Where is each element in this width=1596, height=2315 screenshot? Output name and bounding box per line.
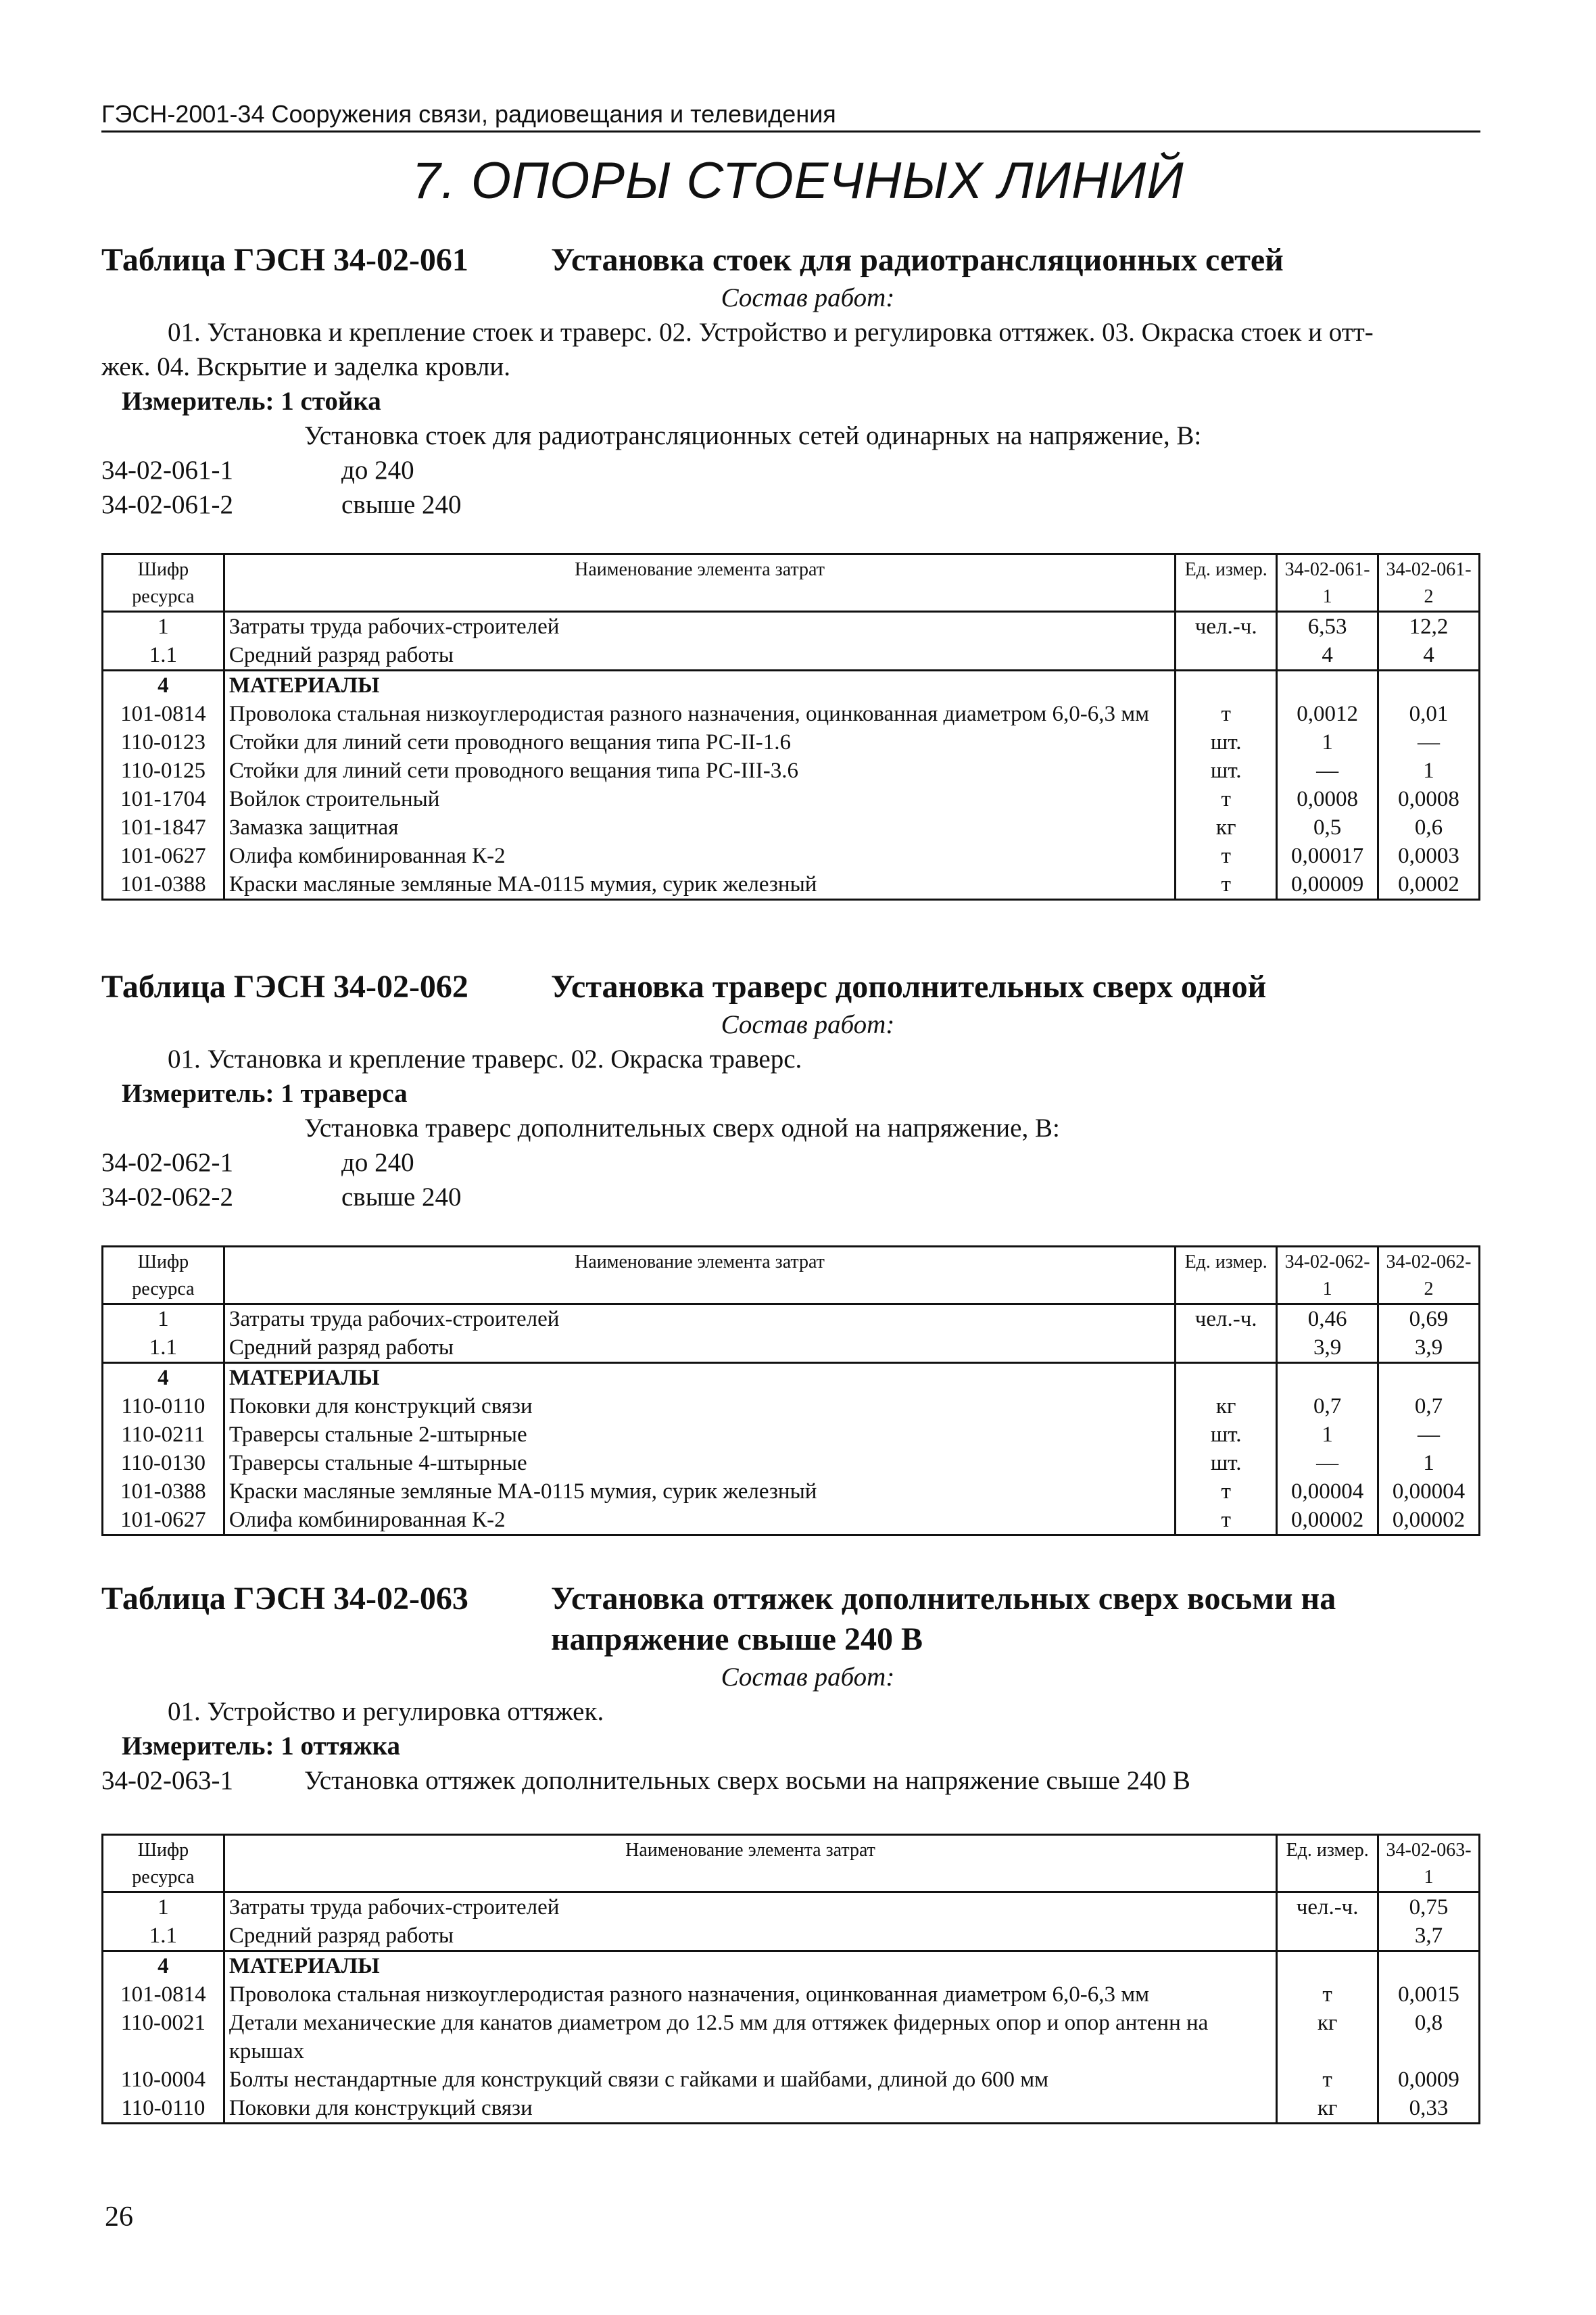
cell-value: [1378, 1951, 1480, 1981]
cell-unit: т: [1277, 2066, 1378, 2094]
table-row: [103, 842, 1480, 870]
table-row: [103, 2094, 1480, 2124]
resource-table-063: [101, 1834, 1480, 2124]
cell-code: 101-0627: [103, 1506, 224, 1535]
cell-unit: [1176, 1363, 1277, 1393]
cell-value: 0,6: [1378, 813, 1480, 842]
norm-description: Установка траверс дополнительных сверх одной на напряжение, В:: [304, 1114, 1060, 1143]
cell-name: Стойки для линий сети проводного вещания типа РС-III-3.6: [224, 757, 1175, 785]
cell-name: Краски масляные земляные МА-0115 мумия, сурик железный: [224, 1477, 1175, 1506]
header-unit: Ед. измер.: [1176, 554, 1277, 612]
page-header: ГЭСН-2001-34 Сооружения связи, радиовещания и телевидения: [101, 98, 1480, 133]
cell-value: 3,9: [1277, 1333, 1378, 1363]
cell-unit: кг: [1176, 1392, 1277, 1421]
cell-unit: [1277, 1951, 1378, 1981]
cell-name: Болты нестандартные для конструкций связи с гайками и шайбами, длиной до 600 мм: [224, 2066, 1276, 2094]
cell-value: 0,8: [1378, 2009, 1480, 2066]
table-row: [103, 870, 1480, 900]
norm-code: 34-02-063-1: [101, 1766, 233, 1795]
norm-code: 34-02-062-1: [101, 1148, 233, 1177]
cell-name: Средний разряд работы: [224, 1333, 1175, 1363]
cell-name: Проволока стальная низкоуглеродистая разного назначения, оцинкованная диаметром 6,0-6,3 мм: [224, 1980, 1276, 2009]
cell-unit: т: [1176, 1477, 1277, 1506]
norm-row: [101, 487, 1487, 522]
cell-name: Средний разряд работы: [224, 1922, 1276, 1951]
cell-name: Детали механические для канатов диаметром до 12.5 мм для оттяжек фидерных опор и опор антенн на крышах: [224, 2009, 1276, 2066]
norm-code: 34-02-062-2: [101, 1183, 233, 1212]
cell-code: 101-1704: [103, 785, 224, 813]
cell-value: 0,0003: [1378, 842, 1480, 870]
cell-name: МАТЕРИАЛЫ: [224, 1951, 1276, 1981]
table-row: [103, 1304, 1480, 1334]
header-col2: 34-02-061-2: [1378, 554, 1480, 612]
cell-code: 101-0388: [103, 1477, 224, 1506]
cell-unit: [1176, 671, 1277, 700]
table-row: [103, 728, 1480, 757]
table-header-row: [103, 1835, 1480, 1892]
table-row: [103, 2066, 1480, 2094]
cell-unit: т: [1176, 1506, 1277, 1535]
section-063: [101, 1579, 1487, 1798]
norm-code: 34-02-061-1: [101, 456, 233, 485]
cell-value: —: [1277, 1449, 1378, 1477]
work-composition-text: 01. Устройство и регулировка оттяжек.: [168, 1697, 604, 1726]
table-row: [103, 1506, 1480, 1535]
cell-unit: шт.: [1176, 757, 1277, 785]
cell-name: Затраты труда рабочих-строителей: [224, 1892, 1276, 1922]
cell-unit: шт.: [1176, 728, 1277, 757]
table-label: Таблица ГЭСН 34-02-061: [101, 242, 468, 278]
header-col1: 34-02-061-1: [1277, 554, 1378, 612]
cell-value: 0,0002: [1378, 870, 1480, 900]
cell-unit: кг: [1176, 813, 1277, 842]
cell-value: 1: [1277, 728, 1378, 757]
cell-value: 0,7: [1378, 1392, 1480, 1421]
cell-code: 101-0627: [103, 842, 224, 870]
cell-unit: шт.: [1176, 1421, 1277, 1449]
table-label: Таблица ГЭСН 34-02-062: [101, 969, 468, 1005]
cell-value: 1: [1378, 757, 1480, 785]
table-header-row: [103, 554, 1480, 612]
table-row: [103, 700, 1480, 728]
cell-unit: чел.-ч.: [1277, 1892, 1378, 1922]
cell-name: Траверсы стальные 2-штырные: [224, 1421, 1175, 1449]
table-row: [103, 2009, 1480, 2066]
cell-value: 3,7: [1378, 1922, 1480, 1951]
table-row: [103, 785, 1480, 813]
table-row: [103, 1922, 1480, 1951]
cell-code: 1: [103, 1892, 224, 1922]
norm-description: Установка стоек для радиотрансляционных сетей одинарных на напряжение, В:: [304, 421, 1202, 450]
cell-value: 0,00002: [1277, 1506, 1378, 1535]
cell-code: 101-1847: [103, 813, 224, 842]
work-composition-text: 01. Установка и крепление траверс. 02. Окраска траверс.: [168, 1045, 802, 1074]
cell-name: Олифа комбинированная К-2: [224, 842, 1175, 870]
cell-value: [1378, 1363, 1480, 1393]
cell-value: 3,9: [1378, 1333, 1480, 1363]
measure-unit: Измеритель: 1 стойка: [122, 387, 381, 416]
header-name: Наименование элемента затрат: [224, 1247, 1175, 1304]
cell-value: 0,0015: [1378, 1980, 1480, 2009]
header-col1: 34-02-063-1: [1378, 1835, 1480, 1892]
cell-unit: чел.-ч.: [1176, 1304, 1277, 1334]
cell-name: Замазка защитная: [224, 813, 1175, 842]
cell-code: 110-0004: [103, 2066, 224, 2094]
cell-value: —: [1378, 728, 1480, 757]
table-row: [103, 641, 1480, 671]
chapter-title: 7. ОПОРЫ СТОЕЧНЫХ ЛИНИЙ: [412, 152, 1184, 210]
cell-name: Проволока стальная низкоуглеродистая разного назначения, оцинкованная диаметром 6,0-6,3 мм: [224, 700, 1175, 728]
cell-value: 0,0009: [1378, 2066, 1480, 2094]
header-code: Шифр ресурса: [103, 1835, 224, 1892]
cell-code: 101-0814: [103, 700, 224, 728]
cell-value: 0,69: [1378, 1304, 1480, 1334]
table-row: [103, 1333, 1480, 1363]
section-061: [101, 240, 1487, 522]
cell-value: 0,00004: [1277, 1477, 1378, 1506]
cell-value: [1277, 671, 1378, 700]
cell-name: Олифа комбинированная К-2: [224, 1506, 1175, 1535]
table-row: [103, 671, 1480, 700]
cell-code: 4: [103, 1951, 224, 1981]
norm-desc: Установка оттяжек дополнительных сверх восьми на напряжение свыше 240 В: [304, 1766, 1190, 1795]
cell-unit: [1277, 1922, 1378, 1951]
cell-value: 0,0012: [1277, 700, 1378, 728]
cell-unit: т: [1176, 870, 1277, 900]
cell-name: МАТЕРИАЛЫ: [224, 1363, 1175, 1393]
table-row: [103, 612, 1480, 642]
cell-value: 4: [1378, 641, 1480, 671]
cell-name: Затраты труда рабочих-строителей: [224, 612, 1175, 642]
cell-value: —: [1378, 1421, 1480, 1449]
norm-row: [101, 453, 1487, 487]
cell-value: 0,0008: [1277, 785, 1378, 813]
cell-value: 0,0008: [1378, 785, 1480, 813]
table-row: [103, 813, 1480, 842]
norm-desc: свыше 240: [341, 1183, 462, 1212]
table-row: [103, 1477, 1480, 1506]
cell-value: 0,00004: [1378, 1477, 1480, 1506]
table-header-row: [103, 1247, 1480, 1304]
cell-unit: т: [1277, 1980, 1378, 2009]
cell-value: [1277, 1363, 1378, 1393]
table-row: [103, 1951, 1480, 1981]
norm-code: 34-02-061-2: [101, 490, 233, 519]
cell-value: 0,01: [1378, 700, 1480, 728]
work-composition-text: 01. Установка и крепление стоек и траверс. 02. Устройство и регулировка оттяжек. 03. Окраска стоек и отт-: [168, 318, 1374, 347]
cell-unit: кг: [1277, 2094, 1378, 2124]
section-heading: [101, 1579, 1487, 1660]
cell-code: 110-0110: [103, 2094, 224, 2124]
work-composition-label: Состав работ:: [721, 283, 895, 312]
table-row: [103, 1892, 1480, 1922]
cell-value: 0,00017: [1277, 842, 1378, 870]
table-row: [103, 1421, 1480, 1449]
norm-desc: до 240: [341, 456, 414, 485]
section-heading: [101, 240, 1487, 281]
cell-code: 110-0110: [103, 1392, 224, 1421]
header-name: Наименование элемента затрат: [224, 1835, 1276, 1892]
cell-value: 0,00009: [1277, 870, 1378, 900]
cell-code: 110-0123: [103, 728, 224, 757]
cell-name: Средний разряд работы: [224, 641, 1175, 671]
table-row: [103, 1363, 1480, 1393]
table-row: [103, 1449, 1480, 1477]
cell-name: МАТЕРИАЛЫ: [224, 671, 1175, 700]
cell-code: 110-0021: [103, 2009, 224, 2066]
cell-code: 1.1: [103, 1922, 224, 1951]
cell-unit: т: [1176, 700, 1277, 728]
cell-name: Траверсы стальные 4-штырные: [224, 1449, 1175, 1477]
cell-value: 0,75: [1378, 1892, 1480, 1922]
cell-name: Поковки для конструкций связи: [224, 2094, 1276, 2124]
table-row: [103, 757, 1480, 785]
header-unit: Ед. измер.: [1176, 1247, 1277, 1304]
norm-row: [101, 1180, 1487, 1214]
cell-code: 4: [103, 1363, 224, 1393]
cell-value: 6,53: [1277, 612, 1378, 642]
norm-row: [101, 1763, 1487, 1798]
cell-value: 12,2: [1378, 612, 1480, 642]
work-composition-text-cont: жек. 04. Вскрытие и заделка кровли.: [101, 352, 510, 381]
norm-row: [101, 1145, 1487, 1180]
table-title: Установка оттяжек дополнительных сверх восьми на напряжение свыше 240 В: [551, 1581, 1336, 1657]
page-number: 26: [105, 2201, 133, 2233]
cell-value: 4: [1277, 641, 1378, 671]
cell-unit: кг: [1277, 2009, 1378, 2066]
cell-unit: [1176, 641, 1277, 671]
cell-value: 0,7: [1277, 1392, 1378, 1421]
cell-name: Войлок строительный: [224, 785, 1175, 813]
cell-value: 1: [1378, 1449, 1480, 1477]
cell-name: Стойки для линий сети проводного вещания типа РС-II-1.6: [224, 728, 1175, 757]
cell-unit: шт.: [1176, 1449, 1277, 1477]
cell-code: 1: [103, 1304, 224, 1334]
cell-value: 0,33: [1378, 2094, 1480, 2124]
header-unit: Ед. измер.: [1277, 1835, 1378, 1892]
header-name: Наименование элемента затрат: [224, 554, 1175, 612]
cell-unit: т: [1176, 785, 1277, 813]
cell-code: 101-0814: [103, 1980, 224, 2009]
cell-code: 4: [103, 671, 224, 700]
resource-table-061: [101, 553, 1480, 901]
header-col1: 34-02-062-1: [1277, 1247, 1378, 1304]
cell-value: 0,5: [1277, 813, 1378, 842]
measure-unit: Измеритель: 1 оттяжка: [122, 1732, 400, 1761]
work-composition-label: Состав работ:: [721, 1663, 895, 1692]
cell-code: 1.1: [103, 641, 224, 671]
cell-unit: т: [1176, 842, 1277, 870]
cell-value: —: [1277, 757, 1378, 785]
table-row: [103, 1392, 1480, 1421]
resource-table-062: [101, 1245, 1480, 1536]
cell-code: 110-0211: [103, 1421, 224, 1449]
cell-value: 0,00002: [1378, 1506, 1480, 1535]
section-062: [101, 967, 1487, 1214]
cell-name: Поковки для конструкций связи: [224, 1392, 1175, 1421]
header-code: Шифр ресурса: [103, 554, 224, 612]
header-code: Шифр ресурса: [103, 1247, 224, 1304]
norm-desc: до 240: [341, 1148, 414, 1177]
section-heading: [101, 967, 1487, 1007]
table-label: Таблица ГЭСН 34-02-063: [101, 1581, 468, 1617]
table-row: [103, 1980, 1480, 2009]
cell-value: 1: [1277, 1421, 1378, 1449]
cell-name: Затраты труда рабочих-строителей: [224, 1304, 1175, 1334]
measure-unit: Измеритель: 1 траверса: [122, 1079, 408, 1108]
table-title: Установка траверс дополнительных сверх одной: [551, 969, 1267, 1005]
cell-code: 110-0125: [103, 757, 224, 785]
header-col2: 34-02-062-2: [1378, 1247, 1480, 1304]
cell-name: Краски масляные земляные МА-0115 мумия, сурик железный: [224, 870, 1175, 900]
cell-code: 110-0130: [103, 1449, 224, 1477]
cell-value: 0,46: [1277, 1304, 1378, 1334]
cell-unit: чел.-ч.: [1176, 612, 1277, 642]
table-title: Установка стоек для радиотрансляционных сетей: [551, 242, 1284, 278]
cell-code: 101-0388: [103, 870, 224, 900]
cell-code: 1.1: [103, 1333, 224, 1363]
work-composition-label: Состав работ:: [721, 1010, 895, 1039]
cell-code: 1: [103, 612, 224, 642]
cell-unit: [1176, 1333, 1277, 1363]
norm-desc: свыше 240: [341, 490, 462, 519]
cell-value: [1378, 671, 1480, 700]
